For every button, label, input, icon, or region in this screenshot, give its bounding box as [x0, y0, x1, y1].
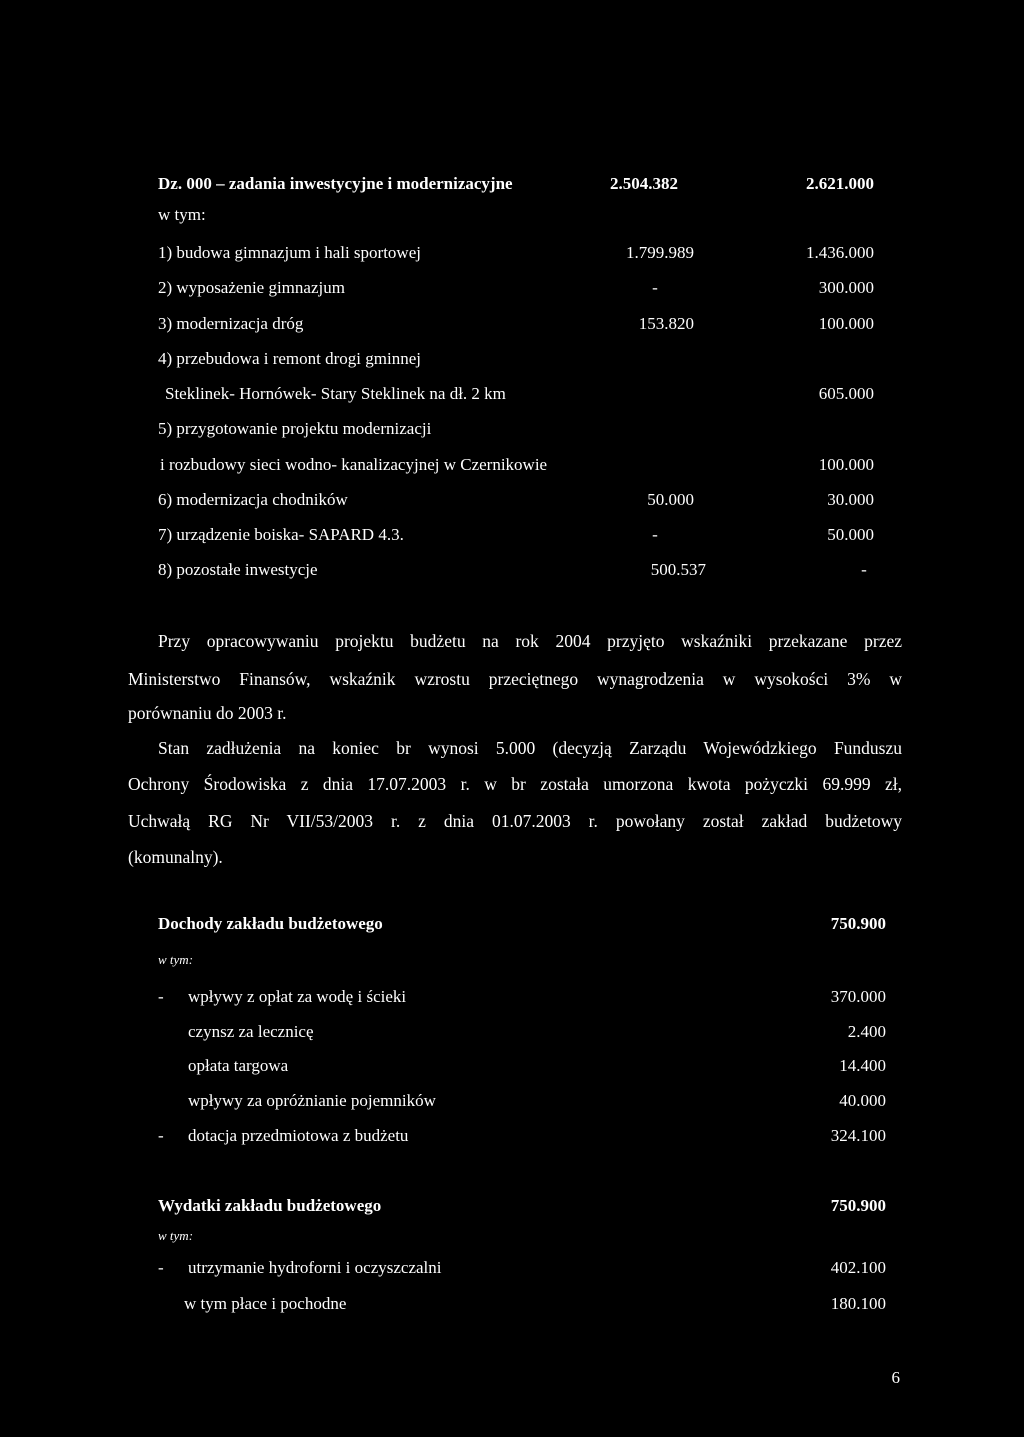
item-value-1: 153.820	[638, 314, 694, 333]
item-value-2: 605.000	[818, 384, 874, 403]
item-label: 6) modernizacja chodników	[158, 490, 348, 509]
row-label: wpływy z opłat za wodę i ścieki	[188, 987, 407, 1006]
paragraph-line: Stan zadłużenia na koniec br wynosi 5.000 (decyzją Zarządu Wojewódzkiego Funduszu	[158, 738, 902, 758]
row-label: dotacja przedmiotowa z budżetu	[188, 1126, 409, 1145]
row-label: w tym płace i pochodne	[184, 1294, 347, 1313]
row-label: opłata targowa	[188, 1056, 289, 1075]
section-title: Dz. 000 – zadania inwestycyjne i modernizacyjne	[158, 174, 513, 193]
expenses-title: Wydatki zakładu budżetowego	[158, 1196, 382, 1215]
paragraph-line: Uchwałą RG Nr VII/53/2003 r. z dnia 01.07.2003 r. powołany został zakład budżetowy	[128, 811, 902, 831]
income-total: 750.900	[830, 914, 886, 933]
row-label: czynsz za lecznicę	[188, 1022, 314, 1041]
item-value-2: 300.000	[818, 278, 874, 297]
row-value: 14.400	[839, 1056, 886, 1075]
item-value-1: 1.799.989	[626, 243, 694, 262]
row-value: 370.000	[830, 987, 886, 1006]
item-label: 1) budowa gimnazjum i hali sportowej	[158, 243, 421, 262]
paragraph-line: Przy opracowywaniu projektu budżetu na rok 2004 przyjęto wskaźniki przekazane przez	[158, 631, 902, 651]
item-value-1: -	[652, 278, 658, 297]
row-dash: -	[158, 1258, 164, 1277]
row-value: 2.400	[847, 1022, 886, 1041]
item-label: Steklinek- Hornówek- Stary Steklinek na dł. 2 km	[165, 384, 506, 403]
item-value-1: 500.537	[650, 560, 706, 579]
item-value-2: 1.436.000	[806, 243, 874, 262]
row-label: wpływy za opróżnianie pojemników	[188, 1091, 436, 1110]
section-value-1: 2.504.382	[610, 174, 678, 193]
row-value: 324.100	[830, 1126, 886, 1145]
paragraph-line: (komunalny).	[128, 847, 223, 867]
item-value-1: -	[652, 525, 658, 544]
row-dash: -	[158, 1126, 164, 1145]
item-label: 3) modernizacja dróg	[158, 314, 304, 333]
row-value: 402.100	[830, 1258, 886, 1277]
item-value-2: 100.000	[818, 314, 874, 333]
item-value-2: 30.000	[827, 490, 874, 509]
item-value-1: 50.000	[647, 490, 694, 509]
expenses-total: 750.900	[830, 1196, 886, 1215]
item-label: 7) urządzenie boiska- SAPARD 4.3.	[158, 525, 404, 544]
paragraph-line: Ochrony Środowiska z dnia 17.07.2003 r. w br została umorzona kwota pożyczki 69.999 zł,	[128, 774, 902, 794]
row-label: utrzymanie hydroforni i oczyszczalni	[188, 1258, 442, 1277]
item-label: i rozbudowy sieci wodno- kanalizacyjnej w Czernikowie	[160, 455, 548, 474]
item-value-2: 100.000	[818, 455, 874, 474]
page-number: 6	[891, 1368, 900, 1387]
item-label: 8) pozostałe inwestycje	[158, 560, 318, 579]
item-value-2: 50.000	[827, 525, 874, 544]
row-value: 40.000	[839, 1091, 886, 1110]
item-value-2: -	[861, 560, 867, 579]
paragraph-line: porównaniu do 2003 r.	[128, 703, 287, 723]
expenses-subtitle: w tym:	[158, 1228, 194, 1243]
row-dash: -	[158, 987, 164, 1006]
income-subtitle: w tym:	[158, 952, 194, 967]
item-label: 2) wyposażenie gimnazjum	[158, 278, 345, 297]
section-subtitle: w tym:	[158, 205, 206, 224]
income-title: Dochody zakładu budżetowego	[158, 914, 383, 933]
section-value-2: 2.621.000	[806, 174, 874, 193]
row-value: 180.100	[830, 1294, 886, 1313]
item-label: 5) przygotowanie projektu modernizacji	[158, 419, 432, 438]
paragraph-line: Ministerstwo Finansów, wskaźnik wzrostu przeciętnego wynagrodzenia w wysokości 3% w	[128, 669, 902, 689]
item-label: 4) przebudowa i remont drogi gminnej	[158, 349, 421, 368]
